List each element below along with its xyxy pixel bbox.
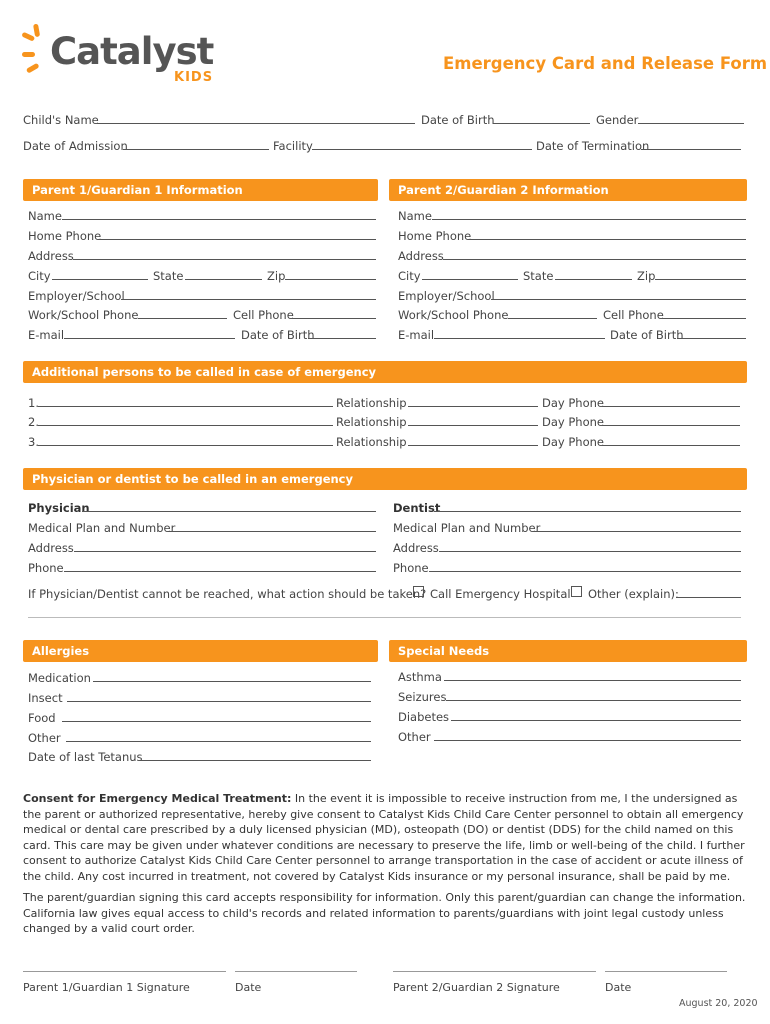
seizures-field[interactable] [446,700,741,701]
dentist-phone-field[interactable] [429,571,741,572]
admission-label: Date of Admission [23,139,128,153]
allergy-insect-label: Insect [28,691,63,705]
physician-address-label: Address [28,541,74,555]
dentist-address-field[interactable] [439,551,741,552]
p1-zip-field[interactable] [285,279,376,280]
p1-name-field[interactable] [62,219,376,220]
relationship-label: Relationship [336,435,407,449]
allergy-other-field[interactable] [66,741,371,742]
gender-field[interactable] [638,123,744,124]
p1-email-label: E-mail [28,328,65,342]
child-dob-label: Date of Birth [421,113,495,127]
p2-date-field[interactable] [605,971,727,972]
day-phone-label: Day Phone [542,415,604,429]
physician-label: Physician [28,501,90,515]
physician-phone-field[interactable] [64,571,376,572]
p1-dob-label: Date of Birth [241,328,315,342]
p2-cell-label: Cell Phone [603,308,664,322]
p2-name-label: Name [398,209,432,223]
physician-phone-label: Phone [28,561,64,575]
parent2-heading: Parent 2/Guardian 2 Information [389,179,747,201]
dentist-medical-label: Medical Plan and Number [393,521,541,535]
termination-label: Date of Termination [536,139,650,153]
consent-heading: Consent for Emergency Medical Treatment: [23,792,292,805]
additional-row-number: 3. [28,435,39,449]
facility-field[interactable] [312,149,532,150]
form-title: Emergency Card and Release Form [443,54,768,73]
consent-text: In the event it is impossible to receive instruction from me, I the undersigned as the parent or authorized representative, hereby give consent to Catalyst Kids Child Care Center personnel to obtain all emergency medical or dental care prescribed by a duly licensed physician (MD), osteopath (DO) or dentist (DDS) for the child named on this card. This care may be given under whatever conditions are necessary to preserve the life, limb or well-being of the child. I further consent to authorize Catalyst Kids Child Care Center personnel to arrange transportation in the case of accident or acute illness of the child. Any cost incurred in treatment, not covered by Catalyst Kids insurance or my personal insurance, shall be paid by me. [23,792,745,883]
day-phone-field[interactable] [602,425,740,426]
physician-medical-field[interactable] [168,531,376,532]
p1-state-label: State [153,269,184,283]
p1-work-label: Work/School Phone [28,308,139,322]
p1-zip-label: Zip [267,269,286,283]
allergy-medication-field[interactable] [93,681,371,682]
parent1-heading: Parent 1/Guardian 1 Information [23,179,378,201]
p2-work-field[interactable] [508,318,597,319]
p1-home-field[interactable] [98,239,376,240]
explain-continuation-field[interactable] [28,617,741,618]
physician-address-field[interactable] [74,551,376,552]
physician-heading: Physician or dentist to be called in an emergency [23,468,747,490]
consent-paragraph [23,791,748,884]
relationship-field[interactable] [408,406,538,407]
p1-state-field[interactable] [185,279,262,280]
p1-signature-field[interactable] [23,971,226,972]
special-other-label: Other [398,730,431,744]
allergy-insect-field[interactable] [67,701,371,702]
p2-home-field[interactable] [468,239,746,240]
responsibility-paragraph: The parent/guardian signing this card accepts responsibility for information. Only this parent/guardian can change the information. California law gives equal access to child's records and related information to parents/guardians with joint legal custody unless changed by a valid court order. [23,891,746,935]
footer-date: August 20, 2020 [679,998,758,1009]
p1-address-field[interactable] [73,259,376,260]
dentist-label: Dentist [393,501,441,515]
p2-cell-field[interactable] [662,318,746,319]
relationship-field[interactable] [408,445,538,446]
p1-home-label: Home Phone [28,229,102,243]
p1-date-label: Date [235,981,262,994]
p2-city-label: City [398,269,421,283]
p2-city-field[interactable] [422,279,518,280]
p2-employer-label: Employer/School [398,289,495,303]
relationship-label: Relationship [336,415,407,429]
call-hospital-label: Call Emergency Hospital [430,587,571,601]
relationship-label: Relationship [336,396,407,410]
physician-field[interactable] [82,511,376,512]
p2-work-label: Work/School Phone [398,308,509,322]
other-explain-label: Other (explain): [588,587,679,601]
other-explain-checkbox[interactable] [571,586,582,597]
p2-address-field[interactable] [443,259,746,260]
p2-dob-field[interactable] [677,338,746,339]
p2-name-field[interactable] [432,219,746,220]
p1-employer-field[interactable] [121,299,376,300]
additional-persons-heading: Additional persons to be called in case of emergency [23,361,747,383]
allergies-heading: Allergies [23,640,378,662]
childs-name-label: Child's Name [23,113,99,127]
diabetes-field[interactable] [451,720,741,721]
p1-address-label: Address [28,249,74,263]
diabetes-label: Diabetes [398,710,450,724]
p2-date-label: Date [605,981,632,994]
dentist-address-label: Address [393,541,439,555]
child-dob-field[interactable] [493,123,590,124]
call-hospital-checkbox[interactable] [413,586,424,597]
additional-row-number: 1. [28,396,39,410]
p1-email-field[interactable] [64,338,235,339]
p2-state-label: State [523,269,554,283]
additional-name-field[interactable] [38,406,333,407]
special-needs-heading: Special Needs [389,640,747,662]
relationship-field[interactable] [408,425,538,426]
p1-signature-label: Parent 1/Guardian 1 Signature [23,981,190,994]
p2-address-label: Address [398,249,444,263]
asthma-label: Asthma [398,670,442,684]
unreachable-question: If Physician/Dentist cannot be reached, what action should be taken? [28,587,427,601]
p2-dob-label: Date of Birth [610,328,684,342]
admission-field[interactable] [123,149,269,150]
other-explain-field[interactable] [676,597,741,598]
p1-date-field[interactable] [235,971,357,972]
allergy-food-label: Food [28,711,56,725]
p1-city-field[interactable] [52,279,148,280]
gender-label: Gender [596,113,639,127]
special-other-field[interactable] [434,740,741,741]
p1-employer-label: Employer/School [28,289,125,303]
allergy-medication-label: Medication [28,671,91,685]
p2-email-label: E-mail [398,328,435,342]
physician-medical-label: Medical Plan and Number [28,521,176,535]
tetanus-label: Date of last Tetanus [28,750,143,764]
allergy-other-label: Other [28,731,61,745]
termination-field[interactable] [641,149,741,150]
dentist-field[interactable] [434,511,741,512]
day-phone-label: Day Phone [542,396,604,410]
facility-label: Facility [273,139,313,153]
p1-city-label: City [28,269,51,283]
dentist-phone-label: Phone [393,561,429,575]
additional-name-field[interactable] [38,445,333,446]
p2-zip-label: Zip [637,269,656,283]
p2-employer-field[interactable] [491,299,746,300]
p2-signature-label: Parent 2/Guardian 2 Signature [393,981,560,994]
p2-signature-field[interactable] [393,971,596,972]
tetanus-field[interactable] [140,760,371,761]
p1-cell-label: Cell Phone [233,308,294,322]
dentist-medical-field[interactable] [533,531,741,532]
p2-email-field[interactable] [434,338,605,339]
p1-name-label: Name [28,209,62,223]
day-phone-field[interactable] [602,406,740,407]
catalyst-kids-logo [22,22,222,90]
additional-row-number: 2. [28,415,39,429]
p2-state-field[interactable] [555,279,632,280]
seizures-label: Seizures [398,690,447,704]
logo-kids-text: KIDS [174,70,214,85]
p1-dob-field[interactable] [308,338,376,339]
allergy-food-field[interactable] [62,721,371,722]
p2-zip-field[interactable] [655,279,746,280]
day-phone-label: Day Phone [542,435,604,449]
childs-name-field[interactable] [97,123,415,124]
additional-name-field[interactable] [38,425,333,426]
logo-brand-text: Catalyst [50,30,214,73]
p1-work-field[interactable] [138,318,227,319]
p2-home-label: Home Phone [398,229,472,243]
day-phone-field[interactable] [602,445,740,446]
p1-cell-field[interactable] [292,318,376,319]
asthma-field[interactable] [444,680,741,681]
